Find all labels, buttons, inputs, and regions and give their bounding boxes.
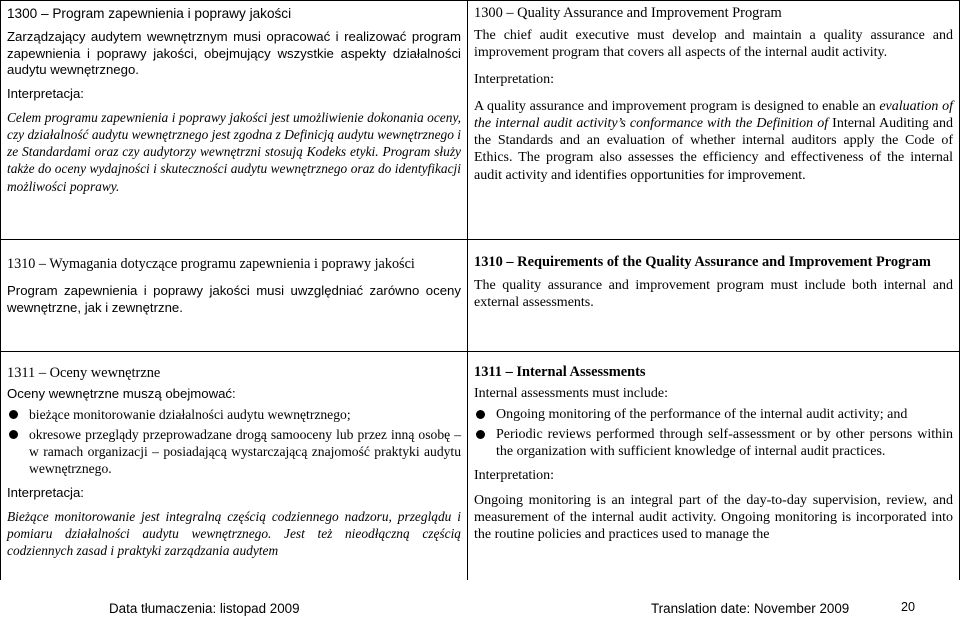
- requirements-list: [7, 406, 461, 477]
- interpretation-part-3: Internal Auditing and the Standards and an evaluation of whether internal auditors apply the Code of Ethics. The program also assesses the efficiency and effectiveness of the internal audit activity and identifies opportunities for improvement.: [474, 115, 954, 183]
- translation-date-en: Translation date: November 2009: [651, 601, 850, 616]
- standard-text: Program zapewnienia i poprawy jakości musi uwzględniać zarówno oceny wewnętrzne, jak i zewnętrzne.: [7, 283, 461, 315]
- bullet-icon: [9, 410, 18, 419]
- interpretation-label: Interpretacja:: [7, 484, 84, 500]
- list-item: okresowe przeglądy przeprowadzane drogą samooceny lub przez inną osobę – w ramach organizacji – posiadającą wystarczającą znajomość praktyki audytu wewnętrznego.: [7, 426, 461, 477]
- standard-text: The quality assurance and improvement program must include both internal and external assessments.: [474, 278, 953, 310]
- bullet-icon: [476, 410, 485, 419]
- section-heading: 1310 – Wymagania dotyczące programu zapewnienia i poprawy jakości: [7, 256, 415, 272]
- section-heading: 1310 – Requirements of the Quality Assurance and Improvement Program: [474, 254, 931, 270]
- list-item: bieżące monitorowanie działalności audytu wewnętrznego;: [7, 406, 461, 423]
- section-1311-pl: [0, 352, 468, 580]
- interpretation-label: Interpretacja:: [7, 85, 84, 101]
- intro-text: Oceny wewnętrzne muszą obejmować:: [7, 386, 236, 401]
- page-number: 20: [901, 600, 916, 614]
- section-heading: 1311 – Oceny wewnętrzne: [7, 365, 161, 381]
- interpretation-text: Bieżące monitorowanie jest integralną częścią codziennego nadzoru, przeglądu i pomiaru działalności audytu wewnętrznego. Jest też nieodłączną częścią codziennych zasad i praktyki zarządzania audytem: [7, 508, 461, 558]
- list-item: Ongoing monitoring of the performance of the internal audit activity; and: [474, 406, 953, 423]
- section-heading: 1300 – Quality Assurance and Improvement Program: [474, 5, 782, 21]
- interpretation-label: Interpretation:: [474, 71, 555, 87]
- section-1300-en: [468, 0, 960, 240]
- bullet-icon: [9, 430, 18, 439]
- page-footer: [0, 600, 960, 618]
- standard-text: Zarządzający audytem wewnętrznym musi opracować i realizować program zapewnienia i poprawy jakości, obejmujący wszystkie aspekty działalności audytu wewnętrznego.: [7, 29, 461, 78]
- interpretation-label: Interpretation:: [474, 467, 555, 483]
- interpretation-text: Celem programu zapewnienia i poprawy jakości jest umożliwienie dokonania oceny, czy działalność audytu wewnętrznego jest zgodna z Definicją audytu wewnętrznego i ze Standardami oraz czy audytorzy wewnętrzni stosują Kodeks etyki. Program służy także do oceny wydajności i skuteczności audytu wewnętrznego oraz do identyfikacji możliwości poprawy.: [7, 109, 461, 194]
- interpretation-part-2-italic: evaluation of the internal audit activity’s conformance with the Definition of: [474, 98, 953, 131]
- interpretation-text: Ongoing monitoring is an integral part of the day-to-day supervision, review, and measurement of the internal audit activity. Ongoing monitoring is incorporated into the routine policies and practices used to manage the: [474, 492, 953, 543]
- interpretation-part-1: A quality assurance and improvement program is designed to enable an: [474, 98, 876, 114]
- standard-text: The chief audit executive must develop and maintain a quality assurance and improvement program that covers all aspects of the internal audit activity.: [474, 28, 953, 60]
- translation-date-pl: Data tłumaczenia: listopad 2009: [109, 601, 300, 616]
- requirements-list: [474, 406, 953, 460]
- section-1300-pl: [0, 0, 468, 240]
- bullet-icon: [476, 430, 485, 439]
- intro-text: Internal assessments must include:: [474, 386, 669, 401]
- interpretation-text: [474, 98, 953, 184]
- section-1311-en: [468, 352, 960, 580]
- section-1310-pl: [0, 240, 468, 352]
- section-1310-en: [468, 240, 960, 352]
- section-heading: 1311 – Internal Assessments: [474, 364, 646, 380]
- section-heading: 1300 – Program zapewnienia i poprawy jakości: [7, 6, 292, 21]
- list-item: Periodic reviews performed through self-assessment or by other persons within the organization with sufficient knowledge of internal audit practices.: [474, 426, 953, 460]
